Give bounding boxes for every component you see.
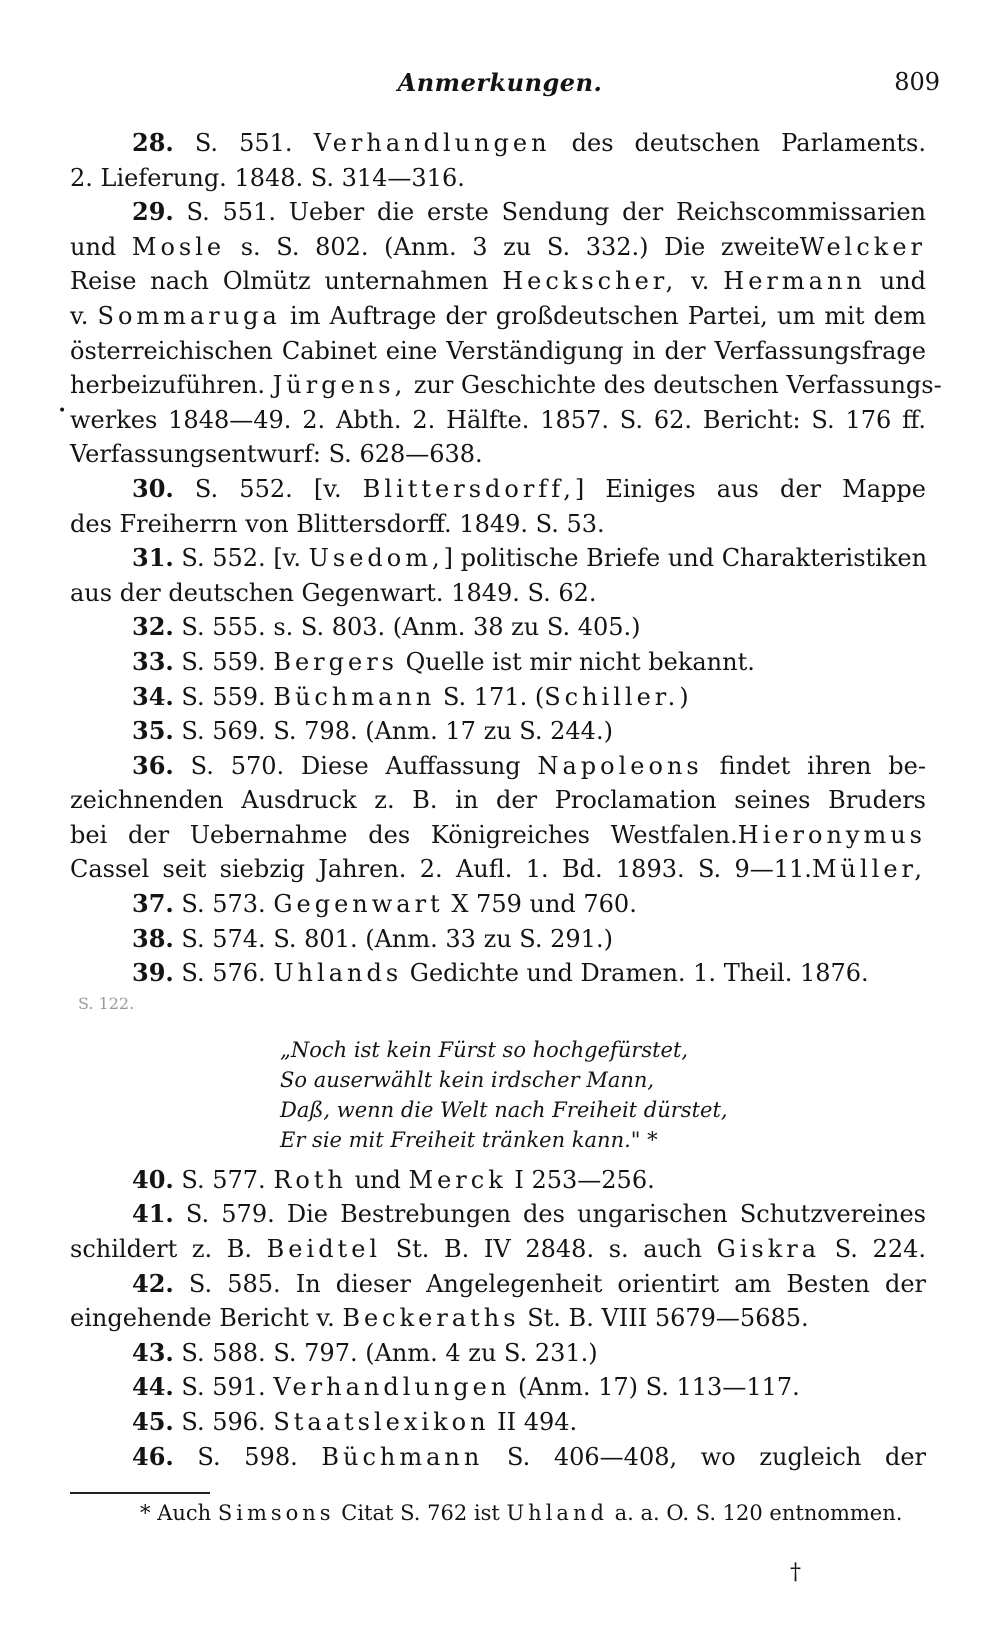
verse-line: Er sie mit Freiheit tränken kann." * (280, 1127, 658, 1152)
note-text: v. (677, 267, 724, 296)
note-number: 40. (132, 1164, 174, 1194)
note-text: Quelle ist mir nicht bekannt. (398, 647, 755, 676)
note-number: 29. (132, 197, 174, 227)
spaced-name: Mosle (131, 232, 226, 261)
footnote-rule (70, 1492, 210, 1494)
footnote-text: a. a. O. S. 120 entnommen. (607, 1501, 903, 1525)
spaced-name: Welcker (799, 232, 926, 261)
note-text: S. 577. (181, 1165, 274, 1194)
verse-line: So auserwählt kein irdscher Mann, (280, 1067, 655, 1092)
notes-block-40-46 (70, 1163, 926, 1474)
note-text: ] Einiges aus der Mappe (574, 474, 926, 503)
note-text: II 494. (489, 1408, 578, 1436)
note-entry-start (70, 610, 926, 645)
note-text: St. B. VIII 5679—5685. (519, 1304, 809, 1333)
spaced-name: Staatslexikon (273, 1408, 490, 1436)
note-number: 28. (132, 128, 174, 157)
note-entry-start (70, 1336, 926, 1371)
note-entry-start (70, 956, 926, 991)
endnotes (70, 126, 942, 1474)
note-text: des Freiherrn von Blittersdorff. 1849. S. 53. (70, 509, 605, 538)
note-line (70, 230, 926, 265)
spaced-name: Hermann (723, 267, 866, 296)
note-text: bei der Uebernahme des Königreiches Westfalen. (70, 820, 738, 849)
note-text: und (865, 267, 926, 296)
note-text: v. (70, 301, 98, 330)
note-text: S. 551. Ueber die erste Sendung der Reichscommissarien (186, 198, 926, 227)
verse-line: Daß, wenn die Welt nach Freiheit dürstet, (280, 1097, 728, 1122)
note-line (70, 818, 926, 853)
note-text: S. 555. s. S. 803. (Anm. 38 zu S. 405.) (181, 613, 641, 642)
note-text: S. 585. In dieser Angelegenheit orientirt am Besten der (188, 1269, 926, 1298)
spaced-name: Schiller. (544, 682, 680, 711)
note-text: S. 570. Diese Auffassung (190, 751, 538, 780)
note-text: herbeizuführen. (70, 371, 273, 400)
note-line (70, 437, 926, 472)
note-text: ) (679, 682, 689, 711)
note-number: 37. (132, 889, 174, 919)
note-text: S. 569. S. 798. (Anm. 17 zu S. 244.) (181, 717, 613, 746)
note-number: 34. (132, 681, 174, 711)
spaced-name: Bergers (273, 647, 398, 676)
note-text: S. 596. (181, 1408, 274, 1436)
note-text: schildert z. B. (70, 1235, 267, 1264)
spaced-name: Beidtel (266, 1235, 382, 1264)
signature-mark: † (790, 1560, 801, 1585)
note-line (70, 1232, 926, 1267)
note-number: 42. (132, 1268, 174, 1298)
note-text: S. 406—408, wo zugleich der (483, 1442, 926, 1471)
note-line (70, 783, 926, 818)
spaced-name: Sommaruga (97, 301, 281, 330)
note-text: S. 552. [v. (181, 544, 309, 573)
note-text: S. 551. (194, 129, 314, 157)
note-number: 35. (132, 716, 174, 746)
note-number: 41. (132, 1199, 174, 1229)
note-entry-start (70, 1267, 926, 1302)
note-text: S. 573. (181, 890, 274, 919)
spaced-name: Uhlands (273, 959, 403, 988)
page-number: 809 (894, 68, 940, 96)
note-text: S. 559. (181, 682, 274, 711)
note-line (70, 299, 926, 334)
note-text: eingehende Bericht v. (70, 1304, 343, 1333)
note-entry-start (70, 922, 926, 957)
note-text: St. B. IV 2848. s. auch (381, 1235, 717, 1264)
note-text: (Anm. 17) S. 113—117. (510, 1373, 800, 1402)
note-text: und (346, 1165, 409, 1194)
note-text: österreichischen Cabinet eine Verständigung in der Verfassungsfrage (70, 336, 926, 365)
spaced-name: Napoleons (537, 751, 703, 780)
note-entry-start (70, 1405, 926, 1440)
note-text: des deutschen Parlaments. (550, 129, 926, 157)
spaced-name: Blittersdorff, (362, 474, 575, 503)
note-entry-start (70, 195, 926, 230)
note-entry-start (70, 1440, 926, 1475)
verse-quote (280, 1035, 926, 1155)
note-text: S. 598. (197, 1442, 322, 1471)
spaced-name: Merck (408, 1165, 507, 1194)
note-text: im Auftrage der großdeutschen Partei, um mit dem (280, 301, 926, 330)
note-number: 33. (132, 646, 174, 676)
spaced-name: Roth (273, 1165, 347, 1194)
note-text: werkes 1848—49. 2. Abth. 2. Hälfte. 1857. S. 62. Bericht: S. 176 ff. (70, 405, 926, 434)
note-line (70, 403, 926, 438)
note-text: Reise nach Olmütz unternahmen (70, 267, 503, 296)
footnote-marker: * (140, 1501, 158, 1525)
note-number: 30. (132, 473, 174, 503)
note-line (70, 507, 926, 542)
note-line (70, 852, 926, 887)
note-text: aus der deutschen Gegenwart. 1849. S. 62. (70, 578, 597, 607)
note-text: S. 171. ( (435, 682, 545, 711)
note-entry-start (70, 1163, 926, 1198)
note-text: zeichnenden Ausdruck z. B. in der Proclamation seines Bruders (70, 786, 926, 815)
note-text: X 759 und 760. (443, 890, 637, 919)
spaced-name: Jürgens, (272, 371, 407, 400)
note-entry-start (70, 749, 926, 784)
note-line (70, 334, 926, 369)
footnote-text: Auch (157, 1501, 218, 1525)
note-number: 46. (132, 1441, 174, 1471)
footnote-spaced-name: Simsons (217, 1501, 335, 1525)
note-number: 36. (132, 750, 174, 780)
spaced-name: Müller, (811, 855, 926, 884)
spaced-name: Verhandlungen (273, 1373, 511, 1402)
note-entry-start (70, 680, 926, 715)
spaced-name: Gegenwart (273, 890, 444, 919)
note-entry-start (70, 1197, 926, 1232)
page-header (60, 68, 940, 108)
stray-mark: S. 122. (78, 993, 135, 1013)
note-text: S. 559. (181, 647, 274, 676)
note-line (70, 576, 926, 611)
note-text: S. 552. [v. (194, 474, 363, 503)
note-text: S. 224. (820, 1235, 926, 1264)
note-text: I 253—256. (506, 1165, 655, 1194)
note-text: S. 576. (181, 959, 274, 988)
note-line (70, 368, 942, 403)
spaced-name: Büchmann (273, 682, 436, 711)
note-text: S. 591. (181, 1373, 274, 1402)
note-line (70, 1301, 926, 1336)
spaced-name: Giskra (716, 1235, 821, 1264)
note-number: 39. (132, 958, 174, 988)
note-text: S. 579. Die Bestrebungen des ungarischen Schutzvereines (185, 1200, 926, 1229)
note-text: zur Geschichte des deutschen Verfassungs- (406, 371, 942, 400)
note-entry-start (70, 541, 926, 576)
note-number: 38. (132, 923, 174, 953)
verse-line: „Noch ist kein Fürst so hochgefürstet, (280, 1037, 689, 1062)
spaced-name: Hieronymus (737, 820, 926, 849)
spaced-name: Büchmann (321, 1442, 484, 1471)
note-text: Cassel seit siebzig Jahren. 2. Aufl. 1. Bd. 1893. S. 9—11. (70, 855, 812, 884)
spaced-name: Beckeraths (342, 1304, 520, 1333)
note-text: Gedichte und Dramen. 1. Theil. 1876. (402, 959, 869, 988)
note-number: 31. (132, 543, 174, 573)
note-text: S. 588. S. 797. (Anm. 4 zu S. 231.) (181, 1338, 598, 1367)
note-entry-start (70, 1370, 926, 1405)
footnote (140, 1498, 903, 1528)
note-number: 44. (132, 1372, 174, 1402)
note-line (70, 264, 926, 299)
running-title: Anmerkungen. (397, 68, 603, 97)
note-text: Verfassungsentwurf: S. 628—638. (70, 440, 483, 469)
note-entry-start (70, 645, 926, 680)
note-line (70, 161, 926, 196)
spaced-name: Heckscher, (502, 267, 678, 296)
note-entry-start (70, 126, 926, 161)
note-text: und (70, 232, 132, 261)
note-text: ] politische Briefe und Charakteristiken (443, 544, 928, 573)
note-text: s. S. 802. (Anm. 3 zu S. 332.) Die zweite (225, 232, 800, 261)
margin-dot: • (58, 403, 67, 419)
footnote-spaced-name: Uhland (506, 1501, 608, 1525)
note-entry-start (70, 472, 926, 507)
notes-block-28-39 (70, 126, 942, 991)
note-number: 32. (132, 612, 174, 642)
note-entry-start (70, 887, 926, 922)
spaced-name: Verhandlungen (313, 129, 551, 157)
footnote-text: Citat S. 762 ist (334, 1501, 507, 1525)
spaced-name: Usedom, (308, 544, 444, 573)
note-text: S. 574. S. 801. (Anm. 33 zu S. 291.) (181, 924, 613, 953)
note-text: 2. Lieferung. 1848. S. 314—316. (70, 163, 465, 192)
note-number: 45. (132, 1407, 174, 1436)
note-text: findet ihren be- (702, 751, 926, 780)
note-entry-start (70, 714, 926, 749)
note-number: 43. (132, 1337, 174, 1367)
